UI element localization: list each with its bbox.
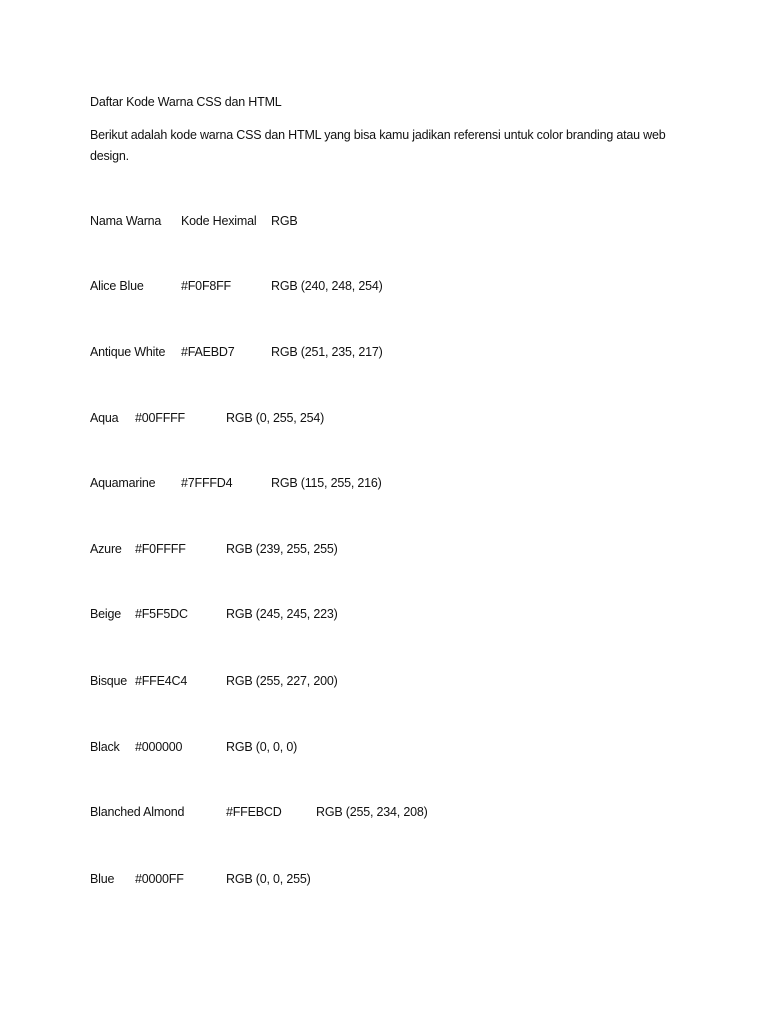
header-name: Nama Warna bbox=[90, 214, 162, 228]
color-rgb: RGB (0, 255, 254) bbox=[226, 411, 325, 425]
header-rgb: RGB bbox=[271, 214, 298, 228]
color-hex: #000000 bbox=[135, 740, 183, 754]
color-name: Blue bbox=[90, 872, 115, 886]
color-hex: #F0FFFF bbox=[135, 542, 186, 556]
table-row bbox=[90, 671, 690, 691]
color-rgb: RGB (251, 235, 217) bbox=[271, 345, 383, 359]
color-rgb: RGB (255, 227, 200) bbox=[226, 674, 338, 688]
color-rgb: RGB (0, 0, 0) bbox=[226, 740, 298, 754]
color-name: Aqua bbox=[90, 411, 119, 425]
color-name: Beige bbox=[90, 607, 121, 621]
table-row bbox=[90, 802, 690, 822]
color-rgb: RGB (239, 255, 255) bbox=[226, 542, 338, 556]
color-hex: #F0F8FF bbox=[181, 279, 231, 293]
table-row bbox=[90, 473, 690, 493]
color-name: Alice Blue bbox=[90, 279, 144, 293]
table-row bbox=[90, 276, 690, 296]
table-row bbox=[90, 342, 690, 362]
color-name: Bisque bbox=[90, 674, 128, 688]
color-rgb: RGB (245, 245, 223) bbox=[226, 607, 338, 621]
color-hex: #FFE4C4 bbox=[135, 674, 188, 688]
color-hex: #00FFFF bbox=[135, 411, 185, 425]
document-title: Daftar Kode Warna CSS dan HTML bbox=[90, 95, 282, 109]
color-name: Antique White bbox=[90, 345, 166, 359]
color-name: Black bbox=[90, 740, 120, 754]
color-hex: #F5F5DC bbox=[135, 607, 188, 621]
table-header bbox=[90, 211, 690, 231]
color-rgb: RGB (115, 255, 216) bbox=[271, 476, 382, 490]
color-hex: #FAEBD7 bbox=[181, 345, 235, 359]
color-name: Blanched Almond bbox=[90, 805, 185, 819]
color-name: Aquamarine bbox=[90, 476, 156, 490]
table-row bbox=[90, 408, 690, 428]
intro-paragraph: Berikut adalah kode warna CSS dan HTML yang bisa kamu jadikan referensi untuk color branding atau web design. bbox=[90, 128, 666, 163]
table-row bbox=[90, 737, 690, 757]
table-row bbox=[90, 869, 690, 889]
color-name: Azure bbox=[90, 542, 122, 556]
table-row bbox=[90, 604, 690, 624]
color-rgb: RGB (255, 234, 208) bbox=[316, 805, 428, 819]
header-hex: Kode Heximal bbox=[181, 214, 257, 228]
color-rgb: RGB (0, 0, 255) bbox=[226, 872, 311, 886]
color-hex: #7FFFD4 bbox=[181, 476, 233, 490]
color-hex: #FFEBCD bbox=[226, 805, 282, 819]
color-hex: #0000FF bbox=[135, 872, 184, 886]
table-row bbox=[90, 539, 690, 559]
color-rgb: RGB (240, 248, 254) bbox=[271, 279, 383, 293]
